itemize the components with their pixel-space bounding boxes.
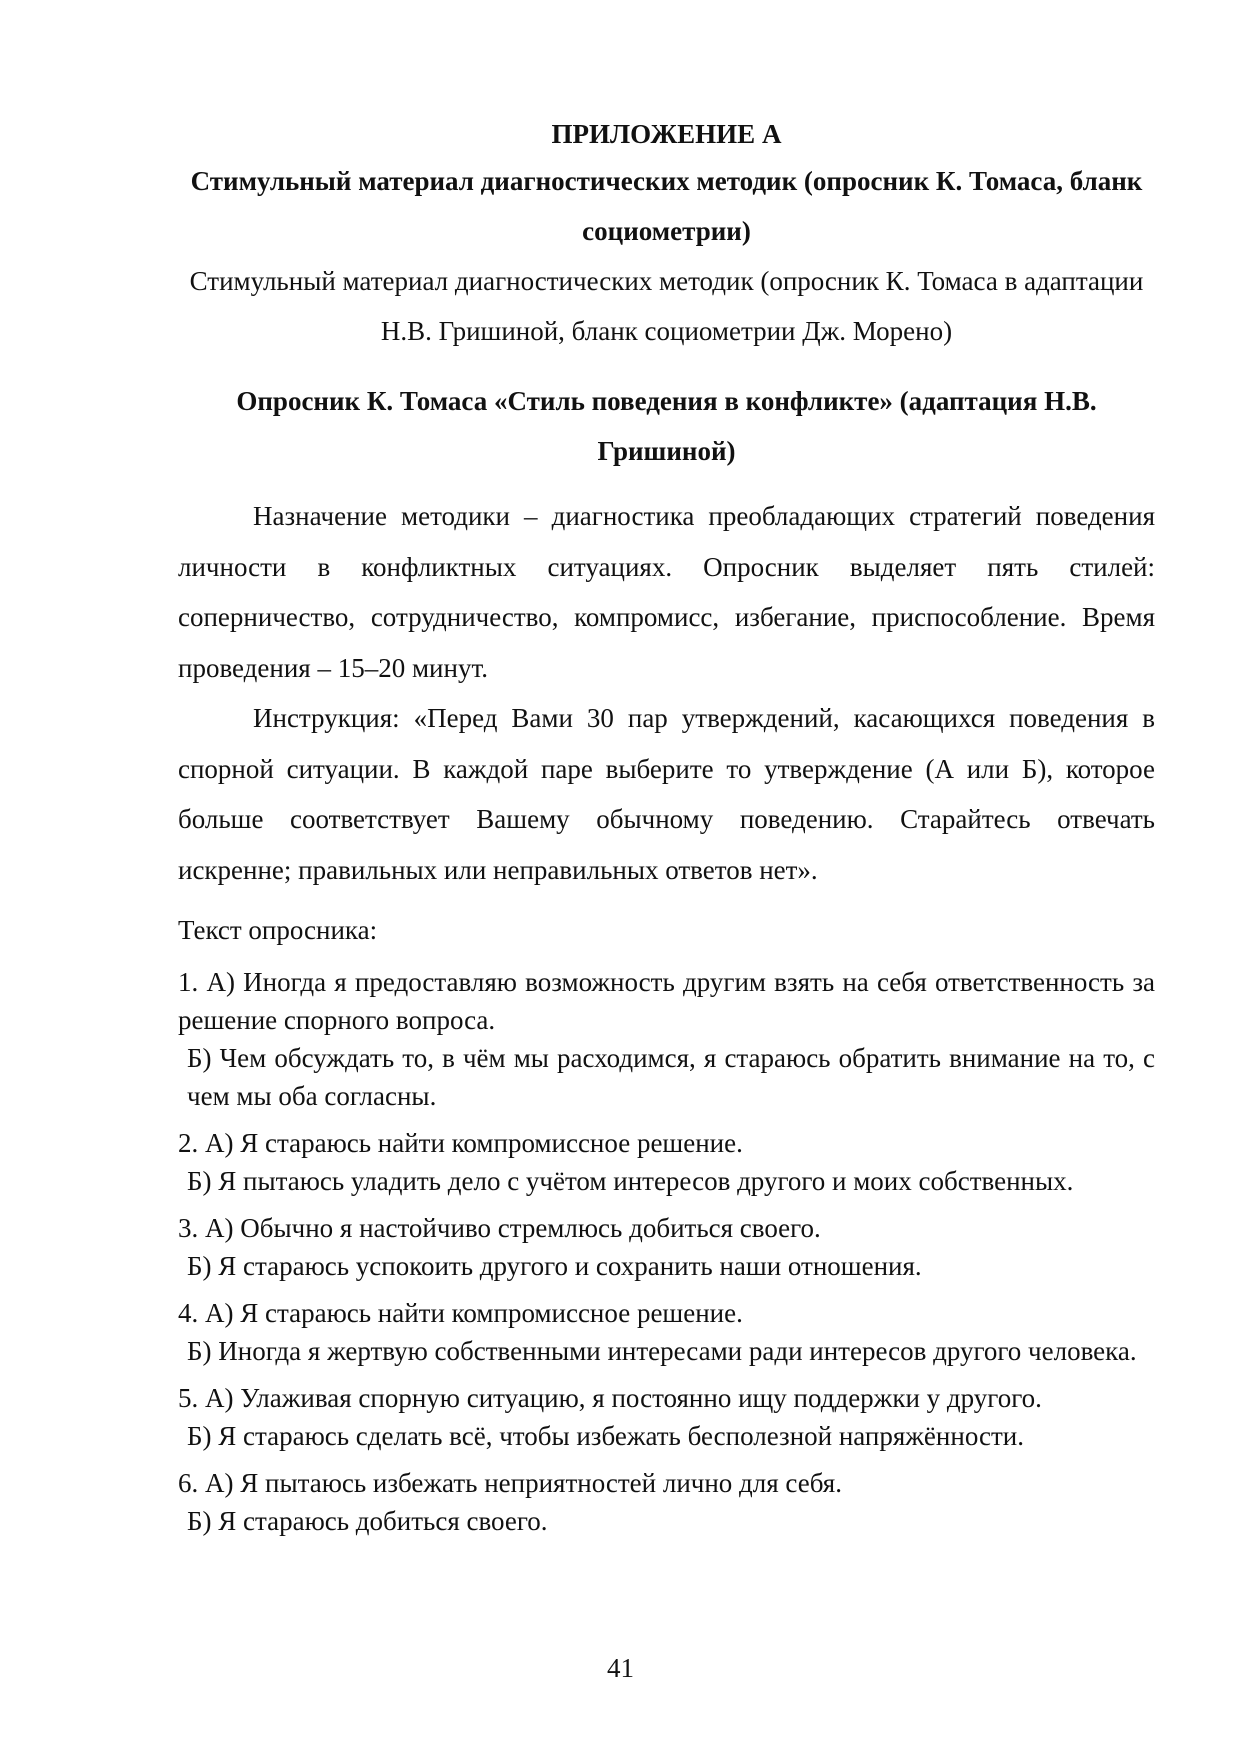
question-option-b: Б) Чем обсуждать то, в чём мы расходимся, я стараюсь обратить внимание на то, с чем мы оба согласны.: [187, 1043, 1155, 1111]
question-option-b: Б) Я стараюсь добиться своего.: [187, 1506, 548, 1536]
document-page: [178, 112, 1155, 1549]
question-item: [178, 963, 1155, 1115]
question-item: [178, 1294, 1155, 1370]
appendix-caption: Стимульный материал диагностических методик (опросник К. Томаса в адаптации Н.В. Гришиной, бланк социометрии Дж. Морено): [189, 266, 1144, 346]
appendix-title: ПРИЛОЖЕНИЕ А: [551, 119, 782, 149]
question-option-a: 1. А) Иногда я предоставляю возможность другим взять на себя ответственность за решение спорного вопроса.: [178, 967, 1155, 1035]
question-item: [178, 1124, 1155, 1200]
question-item: [178, 1379, 1155, 1455]
question-option-a: 2. А) Я стараюсь найти компромиссное решение.: [178, 1128, 743, 1158]
question-option-b: Б) Я стараюсь сделать всё, чтобы избежать бесполезной напряжённости.: [187, 1421, 1024, 1451]
section-title: Опросник К. Томаса «Стиль поведения в конфликте» (адаптация Н.В. Гришиной): [236, 386, 1097, 466]
question-option-a: 3. А) Обычно я настойчиво стремлюсь добиться своего.: [178, 1213, 821, 1243]
questionnaire-label: Текст опросника:: [178, 915, 378, 945]
question-option-b: Б) Иногда я жертвую собственными интересами ради интересов другого человека.: [187, 1336, 1137, 1366]
appendix-subtitle: Стимульный материал диагностических методик (опросник К. Томаса, бланк социометрии): [190, 166, 1143, 246]
question-item: [178, 1464, 1155, 1540]
instruction-paragraph: Инструкция: «Перед Вами 30 пар утверждений, касающихся поведения в спорной ситуации. В каждой паре выберите то утверждение (А или Б), которое больше соответствует Вашему обычному поведению. Старайтесь отвечать искренне; правильных или неправильных ответов нет».: [178, 703, 1155, 885]
question-item: [178, 1209, 1155, 1285]
question-option-a: 6. А) Я пытаюсь избежать неприятностей лично для себя.: [178, 1468, 842, 1498]
question-list: [178, 963, 1155, 1540]
page-number: 41: [607, 1653, 634, 1683]
question-option-b: Б) Я пытаюсь уладить дело с учётом интересов другого и моих собственных.: [187, 1166, 1074, 1196]
question-option-a: 5. А) Улаживая спорную ситуацию, я постоянно ищу поддержки у другого.: [178, 1383, 1042, 1413]
question-option-b: Б) Я стараюсь успокоить другого и сохранить наши отношения.: [187, 1251, 922, 1281]
question-option-a: 4. А) Я стараюсь найти компромиссное решение.: [178, 1298, 743, 1328]
purpose-paragraph: Назначение методики – диагностика преобладающих стратегий поведения личности в конфликтных ситуациях. Опросник выделяет пять стилей: соперничество, сотрудничество, компромисс, избегание, приспособление. Время проведения – 15–20 минут.: [178, 501, 1155, 683]
